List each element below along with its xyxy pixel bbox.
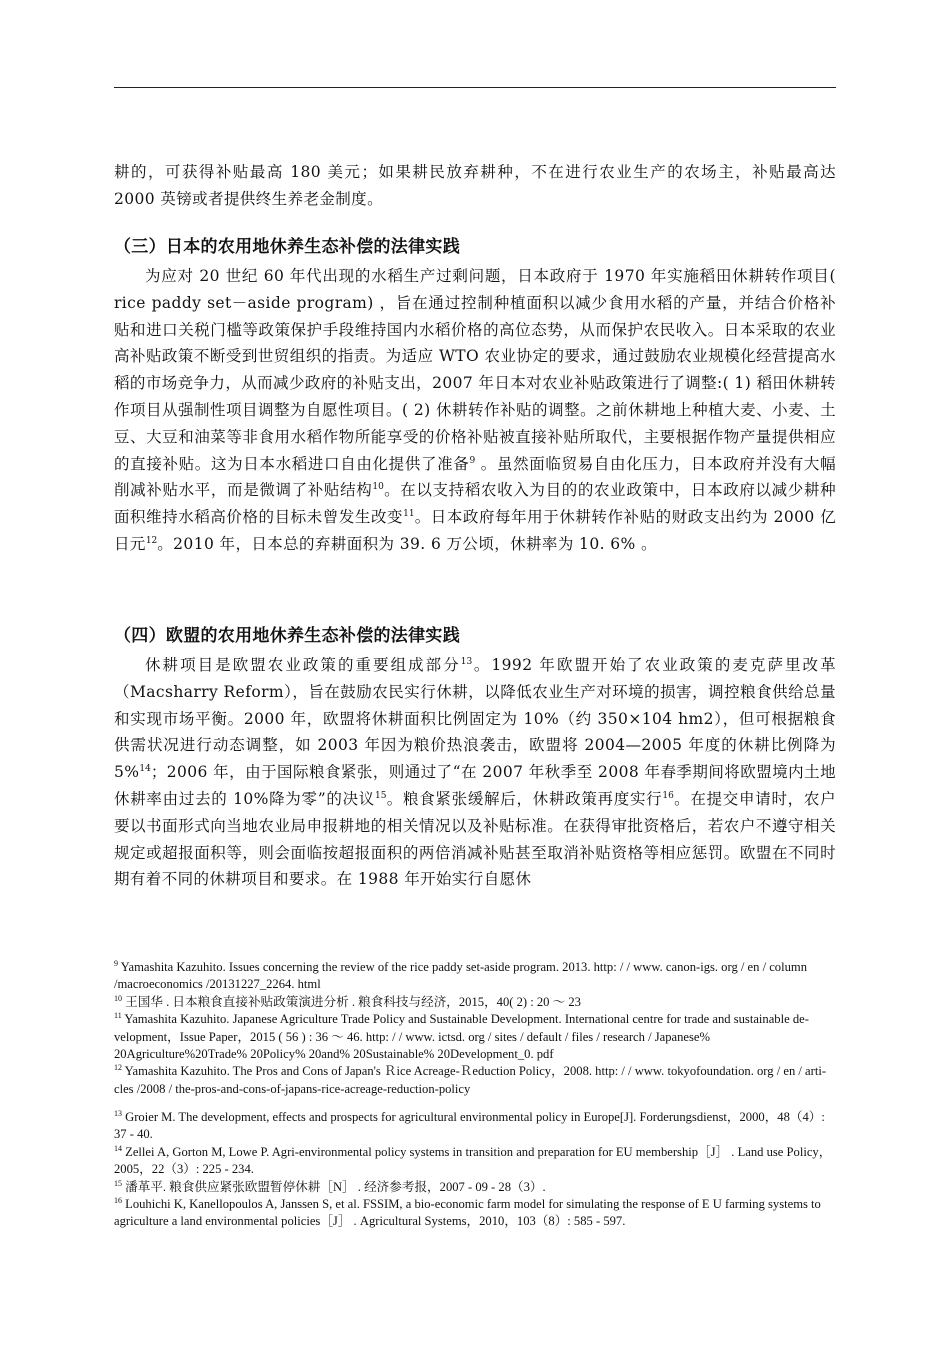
text-run: 为应对 20 世纪 60 年代出现的水稻生产过剩问题，日本政府于 1970 年实施稻田休耕转作项目( rice paddy set－aside program) ，旨在通过控制种植面积以减少食用水稻的产量，并结合价格补贴和进口关税门槛等政策保护手段维持国内水稻价格的高位态势，从而保护农民收入。日本采取的农业高补贴政策不断受到世贸组织的指责。为适应 WTO 农业协定的要求，通过鼓励农业规模化经营提高水稻的市场竞争力，从而减少政府的补贴支出，2007 年日本对农业补贴政策进行了调整:( 1) 稻田休耕转作项目从强制性项目调整为自愿性项目。( 2) 休耕转作补贴的调整。之前休耕地上种植大麦、小麦、土豆、大豆和油菜等非食用水稻作物所能享受的价格补贴被直接补贴所取代，主要根据作物产量提供相应的直接补贴。这为日本水稻进口自由化提供了准备 — [114, 267, 836, 473]
section-heading-eu: （四）欧盟的农用地休养生态补偿的法律实践 — [114, 626, 460, 646]
footnote-ref-10: 10 — [372, 482, 384, 493]
footnote-mark: 16 — [114, 1195, 122, 1205]
footnote-text: Zellei A, Gorton M, Lowe P. Agri-environmental policy systems in transition and preparation for EU membership［J］ . Land use Policy，2005，22（3）: 225 - 234. — [114, 1144, 832, 1177]
footnote-text: 王国华 . 日本粮食直接补贴政策演进分析 . 粮食科技与经济，2015，40( 2) : 20 ～ 23 — [122, 994, 581, 1009]
footnote-text: Louhichi K, Kanellopoulos A, Janssen S, et al. FSSIM, a bio-economic farm model for simulating the response of E U farming systems to agriculture a land environmental policies［J］ . Agricultural Systems，2010，103（8）: 585 - 597. — [114, 1197, 821, 1229]
footnote-text: Yamashita Kazuhito. Issues concerning the review of the rice paddy set-aside program. 2013. http: / / www. canon-igs. org / en / column /macroeconomics /20131227_2264. html — [114, 960, 807, 992]
footnote-ref-12: 12 — [145, 535, 158, 546]
text-run: 。日本政府每年用于休耕转作补贴的财政支出约为 2000 亿日元 — [114, 508, 836, 553]
footnote-mark: 12 — [114, 1063, 122, 1073]
footnotes-group-b — [114, 1109, 836, 1231]
footnote-mark: 15 — [114, 1178, 122, 1188]
text-run: 。虽然面临贸易自由化压力，日本政府并没有大幅削减补贴水平，而是微调了补贴结构 — [114, 454, 836, 500]
paragraph-text: 耕的，可获得补贴最高 180 美元；如果耕民放弃耕种，不在进行农业生产的农场主，补贴最高达 2000 英镑或者提供终生养老金制度。 — [114, 163, 836, 208]
paragraph-eu — [114, 652, 836, 893]
footnote-mark: 10 — [114, 993, 122, 1003]
section-japan-body — [114, 263, 836, 558]
footnote-ref-14: 14 — [139, 764, 151, 775]
footnote-mark: 14 — [114, 1143, 122, 1153]
header-rule — [114, 87, 836, 88]
paragraph-japan — [114, 263, 836, 558]
footnote-mark: 13 — [114, 1108, 122, 1118]
footnote-text: Yamashita Kazuhito. The Pros and Cons of Japan's Ｒice Acreage-Ｒeduction Policy，2008. http: / / www. tokyofoundation. org / en / arti-cles /2008 / the-pros-and-cons-of-japans-rice-acreage-reduction-policy — [114, 1064, 827, 1096]
text-run: 。粮食紧张缓解后，休耕政策再度实行 — [386, 789, 663, 808]
footnote-ref-16: 16 — [662, 790, 674, 801]
text-run: 。在以支持稻农收入为目的的农业政策中，日本政府以减少耕种面积维持水稻高价格的目标未曾发生改变 — [114, 481, 837, 527]
footnote-ref-9: 9 — [469, 455, 476, 466]
section-eu-body — [114, 652, 836, 893]
footnotes-group-a — [114, 959, 836, 1098]
footnote-ref-13: 13 — [460, 656, 473, 667]
text-run: 休耕项目是欧盟农业政策的重要组成部分 — [145, 656, 461, 674]
footnote-mark: 11 — [114, 1011, 122, 1021]
footnote-ref-15: 15 — [375, 790, 387, 801]
continued-paragraph — [114, 159, 836, 213]
footnote-12 — [114, 1063, 836, 1098]
footnote-10 — [114, 994, 836, 1011]
footnote-mark: 9 — [114, 958, 118, 968]
footnote-ref-11: 11 — [403, 509, 415, 520]
text-run: ；2006 年，由于国际粮食紧张，则通过了“在 2007 年秋季至 2008 年春季期间将欧盟境内土地休耕率由过去的 10%降为零”的决议 — [114, 763, 836, 808]
footnote-14 — [114, 1144, 836, 1179]
section-heading-japan: （三）日本的农用地休养生态补偿的法律实践 — [114, 237, 460, 257]
text-run: 。1992 年欧盟开始了农业政策的麦克萨里改革（Macsharry Reform），旨在鼓励农民实行休耕，以降低农业生产对环境的损害，调控粮食供给总量和实现市场平衡。2000 年，欧盟将休耕面积比例固定为 10%（约 350×104 hm2），但可根据粮食供需状况进行动态调整，如 2003 年因为粮价热浪袭击，欧盟将 2004—2005 年度的休耕比例降为 5% — [114, 656, 836, 782]
text-run: 。在提交申请时，农户要以书面形式向当地农业局申报耕地的相关情况以及补贴标准。在获得审批资格后，若农户不遵守相关规定或超报面积等，则会面临按超报面积的两倍消减补贴甚至取消补贴资格等相应惩罚。欧盟在不同时期有着不同的休耕项目和要求。在 1988 年开始实行自愿休 — [114, 789, 836, 889]
footnote-15 — [114, 1179, 836, 1196]
text-run: 。2010 年，日本总的弃耕面积为 39. 6 万公顷，休耕率为 10. 6% 。 — [157, 534, 657, 553]
footnote-text: Yamashita Kazuhito. Japanese Agriculture Trade Policy and Sustainable Development. International centre for trade and sustainable de-velopment，Issue Paper，2015 ( 56 ) : 36 ～ 46. http: / / www. ictsd. org / sites / default / files / research / Japanese% 20Agriculture%20Trade% 20Policy% 20and% 20Sustainable% 20Development_0. pdf — [114, 1012, 809, 1062]
footnote-11 — [114, 1011, 836, 1063]
footnote-16 — [114, 1196, 836, 1231]
footnote-9 — [114, 959, 836, 994]
footnote-text: Groier M. The development, effects and prospects for agricultural environmental policy in Europe[J]. Forderungsdienst，2000，48（4）: 37 - 40. — [114, 1110, 825, 1142]
footnote-13 — [114, 1109, 836, 1144]
footnote-text: 潘革平. 粮食供应紧张欧盟暂停休耕［N］ . 经济参考报，2007 - 09 - 28（3）. — [122, 1179, 546, 1194]
